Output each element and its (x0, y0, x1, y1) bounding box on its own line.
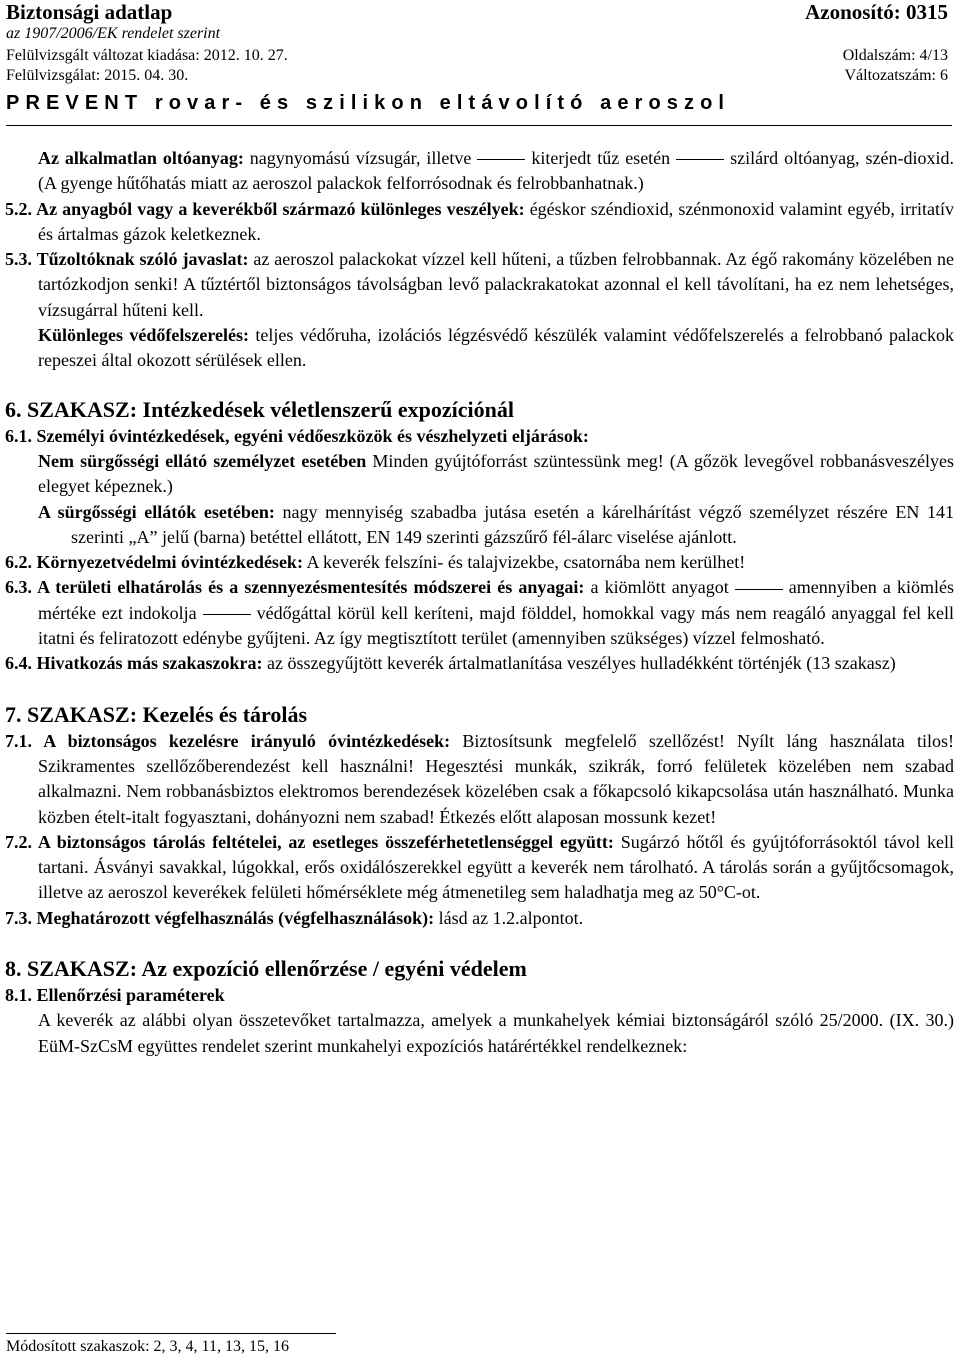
section-6-1-title: 6.1. Személyi óvintézkedések, egyéni védőeszközök és vészhelyzeti eljárások: (5, 425, 589, 446)
product-name: PREVENT rovar- és szilikon eltávolító aeroszol (6, 92, 731, 114)
section-6-2-text: A keverék felszíni- és talajvizekbe, csatornába nem kerülhet! (302, 552, 746, 573)
unsuitable-text-c: szilárd oltóanyag, szén-dioxid. (A gyenge hűtőhatás miatt az aeroszol palackok felforrósodnak és felrobbanhatnak.) (38, 148, 954, 194)
section-6-3-text-c: védőgáttal körül kell keríteni, majd földdel, homokkal vagy más nem reagáló anyaggal fel kell itatni és feliratozott edénybe gyűjteni. Az így megtisztított terület (amennyiben szükséges) vízzel felmosható. (38, 602, 954, 649)
section-6-3-label: 6.3. A területi elhatárolás és a szennyezésmentesítés módszerei és anyagai: (5, 577, 585, 598)
section-7-2 (5, 830, 954, 906)
section-7-1-text: Biztosítsunk megfelelő szellőzést! Nyílt láng használata tilos! Szikramentes szellőzőberendezést kell használni! Hegesztési munkák, szikrák, forró felületek közelében nem szabad alkalmazni. Nem robbanásbiztos elektromos berendezések közelében csak a főkapcsoló kikapcsolása után használható. Munka közben ételt-italt fogyasztani, dohányozni nem szabad! Étkezés előtt alaposan mossunk kezet! (38, 730, 954, 827)
revision-issue: Felülvizsgált változat kiadása: 2012. 10. 27. (6, 47, 288, 64)
ppe-paragraph (38, 323, 954, 374)
section-7-3-text: lásd az 1.2.alpontot. (434, 907, 584, 928)
revision-date: Felülvizsgálat: 2015. 04. 30. (6, 67, 189, 84)
section-5-2-text: égéskor széndioxid, szénmonoxid valamint egyéb, irritatív és ártalmas gázok keletkeznek. (38, 198, 954, 244)
non-emergency-label: Nem sürgősségi ellátó személyzet esetében (38, 450, 367, 471)
dash-3 (735, 589, 783, 590)
section-6-3-text-b: amennyiben a kiömlés mértéke ezt indokolja (38, 577, 954, 623)
ppe-label: Különleges védőfelszerelés: (38, 325, 249, 346)
unsuitable-text-b: kiterjedt tűz esetén (531, 148, 671, 168)
section-6-2-label: 6.2. Környezetvédelmi óvintézkedések: (5, 552, 303, 573)
unsuitable-label: Az alkalmatlan oltóanyag: (38, 148, 244, 168)
section-6-2 (5, 550, 954, 575)
unsuitable-extinguisher-paragraph (38, 146, 954, 197)
section-7-2-text: Sugárzó hőtől és gyújtóforrásoktól távol kell tartani. Ásványi savakkal, lúgokkal, erős oxidálószerekkel együtt a keverék nem tárolható. A tárolás során a gyűjtőcsomagok, illetve az aeroszol keverékek felületi hőmérséklete még átmenetileg sem haladhatja meg az 50°C-ot. (38, 831, 954, 903)
section-5-2-label: 5.2. Az anyagból vagy a keverékből származó különleges veszélyek: (5, 198, 525, 219)
section-5-3-label: 5.3. Tűzoltóknak szóló javaslat: (5, 249, 249, 270)
unsuitable-text-a: nagynyomású vízsugár, illetve (243, 148, 472, 168)
header-rule (6, 125, 952, 126)
section-8-heading: 8. SZAKASZ: Az expozíció ellenőrzése / egyéni védelem (5, 956, 527, 982)
dash-2 (676, 159, 724, 160)
page-number: Oldalszám: 4/13 (842, 47, 948, 64)
section-7-heading: 7. SZAKASZ: Kezelés és tárolás (5, 701, 308, 727)
sds-title: Biztonsági adatlap (6, 0, 173, 24)
section-6-heading: 6. SZAKASZ: Intézkedések véletlenszerű expozíciónál (5, 396, 515, 422)
modified-sections: Módosított szakaszok: 2, 3, 4, 11, 13, 15, 16 (6, 1338, 289, 1355)
emergency-paragraph (38, 500, 954, 551)
section-5-2 (5, 197, 954, 248)
section-6-1-label (5, 424, 954, 449)
section-6-4-text: az összegyűjtött keverék ártalmatlanítása veszélyes hulladékként történjék (13 szakasz) (262, 653, 896, 674)
section-5-3-text: az aeroszol palackokat vízzel kell hűteni, a tűzben felrobbannak. Az égő rakomány közelében ne tartózkodjon senki! A tűztértől biztonságos távolságban levő palackrakatokat azonnal el kell távolítani, ha ez nem lehetséges, vízsugárral hűteni kell. (38, 249, 954, 320)
non-emergency-text: Minden gyújtóforrást szüntessünk meg! (A gőzök levegővel robbanásveszélyes elegyet képeznek.) (38, 450, 955, 497)
section-8-1-label (5, 983, 954, 1008)
section-8-1-title: 8.1. Ellenőrzési paraméterek (5, 985, 225, 1006)
section-7-1 (5, 729, 954, 830)
sds-identifier: Azonosító: 0315 (805, 0, 948, 24)
footer-rule (6, 1333, 336, 1334)
section-6-3 (5, 575, 954, 651)
section-6-4 (5, 651, 954, 676)
regulation-reference: az 1907/2006/EK rendelet szerint (6, 25, 221, 42)
section-8-1-text: A keverék az alábbi olyan összetevőket tartalmazza, amelyek a munkahelyek kémiai biztonságáról szóló 25/2000. (IX. 30.) EüM-SzCsM együttes rendelet szerint munkahelyi expozíciós határértékkel rendelkeznek: (38, 1010, 954, 1056)
non-emergency-paragraph (38, 449, 954, 500)
section-6-3-text-a: a kiömlött anyagot (584, 577, 729, 598)
emergency-label: A sürgősségi ellátók esetében: (38, 501, 275, 522)
dash-1 (477, 159, 525, 160)
section-5-3 (5, 247, 954, 323)
version-number: Változatszám: 6 (844, 67, 948, 84)
section-7-1-label: 7.1. A biztonságos kezelésre irányuló óvintézkedések: (5, 730, 451, 751)
section-7-3 (5, 906, 954, 931)
emergency-text: nagy mennyiség szabadba jutása esetén a kárelhárítást végző személyzet részére EN 141 szerinti „A” jelű (barna) betéttel ellátott, EN 149 szerinti gázszűrő fél-álarc viselése ajánlott. (71, 501, 954, 547)
document-body (5, 146, 955, 1059)
section-6-4-label: 6.4. Hivatkozás más szakaszokra: (5, 653, 263, 674)
ppe-text: teljes védőruha, izolációs légzésvédő készülék valamint védőfelszerelés a felrobbanó palackok repeszei által okozott sérülések ellen. (38, 325, 954, 371)
section-7-3-label: 7.3. Meghatározott végfelhasználás (végfelhasználások): (5, 907, 435, 928)
section-7-2-label: 7.2. A biztonságos tárolás feltételei, az esetleges összeférhetetlenséggel együtt: (5, 831, 614, 852)
dash-4 (203, 614, 251, 615)
